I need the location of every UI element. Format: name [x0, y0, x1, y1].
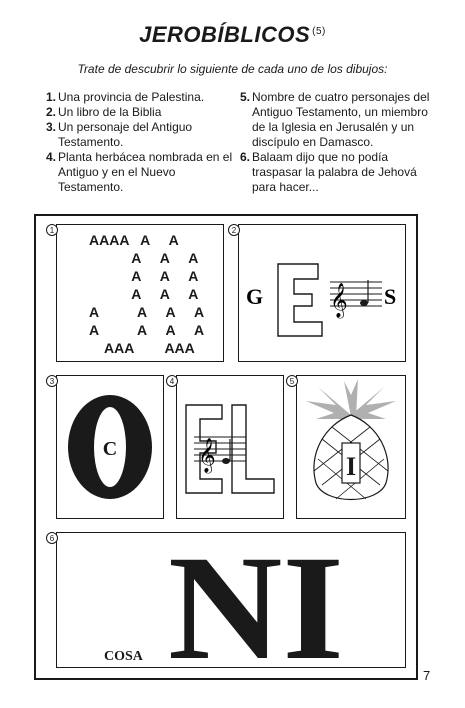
letter-row: A A A A — [89, 322, 205, 338]
small-letter-c: C — [102, 438, 118, 460]
puzzle-2-drawing — [238, 224, 406, 362]
small-word-cosa: COSA — [104, 649, 143, 664]
letter-row: AAAA A A — [89, 232, 179, 248]
big-letters-ni: NI — [168, 532, 344, 668]
puzzle-2-number: 2 — [228, 224, 240, 236]
puzzle-5-drawing — [296, 375, 406, 519]
puzzle-3-number: 3 — [46, 375, 58, 387]
letter-i: I — [345, 452, 357, 481]
clues-left — [46, 90, 236, 195]
music-staff-icon — [194, 437, 246, 474]
letter-s: S — [384, 284, 397, 309]
letter-row: A A A — [89, 268, 199, 284]
page-title: JEROBÍBLICOS $^{(5)}$ — [139, 22, 326, 47]
instructions: Trate de descubrir lo siguiente de cada uno de los dibujos: — [77, 62, 388, 76]
svg-text:𝄞: 𝄞 — [198, 439, 216, 472]
outline-letter-e — [278, 264, 322, 336]
puzzle-1-letters — [57, 226, 225, 362]
letter-row: A A A A — [89, 304, 205, 320]
puzzle-6-drawing — [56, 532, 406, 668]
puzzle-5-number: 5 — [286, 375, 298, 387]
clue-4: 4. Planta herbácea nombrada en el Antiguo y en el Nuevo Testamento. — [46, 150, 233, 194]
puzzle-3-drawing — [56, 375, 164, 519]
puzzle-6-number: 6 — [46, 532, 58, 544]
clue-3: 3. Un personaje del Antiguo Testamento. — [46, 120, 193, 149]
music-staff-icon — [330, 280, 382, 319]
letter-row: AAA AAA — [89, 340, 195, 356]
clue-1: 1. Una provincia de Palestina. — [46, 90, 205, 104]
page-number: 7 — [423, 668, 431, 683]
puzzle-4-number: 4 — [166, 375, 178, 387]
clue-6: 6. Balaam dijo que no podía traspasar la palabra de Jehová para hacer... — [240, 150, 417, 194]
letter-row: A A A — [89, 250, 199, 266]
clues-right — [240, 90, 430, 195]
letter-row: A A A — [89, 286, 199, 302]
puzzle-4-drawing — [176, 375, 284, 519]
title-number: (5) — [312, 26, 326, 37]
clue-2: 2. Un libro de la Biblia — [46, 105, 162, 119]
letter-g: G — [246, 284, 264, 309]
clue-5: 5. Nombre de cuatro personajes del Antiguo Testamento, un miembro de la Iglesia en Jerusalén y un discípulo en Damasco. — [240, 90, 430, 149]
svg-text:𝄞: 𝄞 — [330, 284, 348, 317]
puzzle-1-number: 1 — [46, 224, 58, 236]
